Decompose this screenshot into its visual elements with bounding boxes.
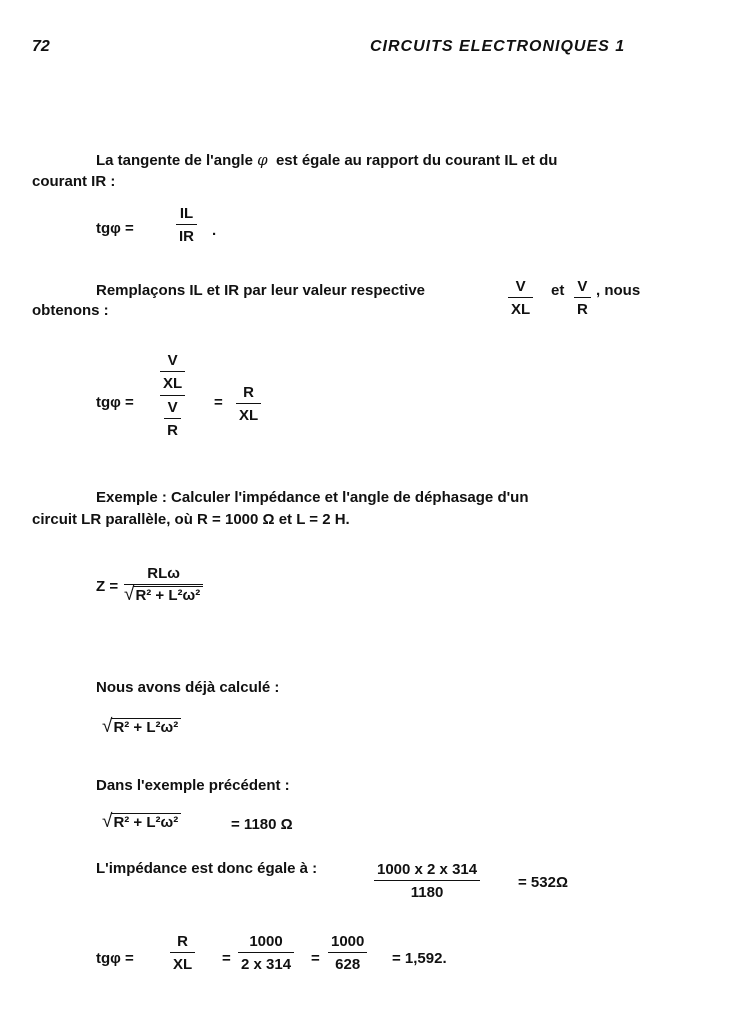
eq2-rhs-denominator: XL <box>239 407 259 424</box>
final-f3-denominator: 628 <box>335 956 361 973</box>
eq2-equals: = <box>214 394 223 411</box>
calc2-sqrt <box>102 812 181 831</box>
eq2-top-denominator: XL <box>163 375 183 392</box>
final-f2-numerator: 1000 <box>249 933 283 950</box>
impedance-result: = 532Ω <box>518 874 568 891</box>
eq3-numerator: RLω <box>147 565 180 582</box>
final-lhs: tgφ = <box>96 950 134 967</box>
eq1-denominator: IR <box>179 228 194 245</box>
eq3-radicand: R² + L²ω² <box>133 586 203 604</box>
final-fraction-2 <box>238 933 294 973</box>
para2-f1-numerator: V <box>515 278 526 295</box>
eq1-numerator: IL <box>179 205 194 222</box>
para1-line1 <box>96 151 557 169</box>
impedance-fraction <box>374 861 480 901</box>
example-line2: circuit LR parallèle, où R = 1000 Ω et L = 2 H. <box>32 511 350 528</box>
para1-text-a: La tangente de l'angle <box>96 152 253 169</box>
main-fraction-bar <box>160 395 185 396</box>
sqrt-sign: √ <box>102 716 113 737</box>
para1-line2: courant IR : <box>32 173 116 190</box>
para2-line2: obtenons : <box>32 302 109 319</box>
para2-fraction-v-xl <box>508 278 533 318</box>
calc2-text: Dans l'exemple précédent : <box>96 777 290 794</box>
eq2-compound-fraction <box>160 352 185 439</box>
calc2-result: = 1180 Ω <box>231 816 293 833</box>
sqrt-sign: √ <box>124 584 135 605</box>
para1-text-b: est égale au rapport du courant IL et du <box>275 152 558 169</box>
eq1-period: . <box>212 222 217 239</box>
final-equals-2: = <box>311 950 320 967</box>
para2-text-b: , nous <box>596 282 641 299</box>
final-f1-numerator: R <box>177 933 188 950</box>
eq1-lhs: tgφ = <box>96 220 134 237</box>
running-title: CIRCUITS ELECTRONIQUES 1 <box>370 38 626 55</box>
para2-f2-denominator: R <box>577 301 588 318</box>
eq3-fraction <box>124 565 203 604</box>
example-line1: Exemple : Calculer l'impédance et l'angle de déphasage d'un <box>96 489 529 506</box>
para2-fraction-v-r <box>574 278 591 318</box>
para2-text-a: Remplaçons IL et IR par leur valeur respective <box>96 282 426 299</box>
impedance-numerator: 1000 x 2 x 314 <box>377 861 478 878</box>
eq2-bottom-fraction <box>164 399 181 439</box>
eq1-fraction <box>176 205 197 245</box>
para2-f1-denominator: XL <box>511 301 531 318</box>
phi-symbol: φ <box>257 151 268 169</box>
eq2-rhs-fraction <box>236 384 261 424</box>
final-equals-1: = <box>222 950 231 967</box>
eq2-lhs: tgφ = <box>96 394 134 411</box>
calc1-text: Nous avons déjà calculé : <box>96 679 280 696</box>
eq2-bottom-denominator: R <box>167 422 178 439</box>
final-f3-numerator: 1000 <box>331 933 365 950</box>
final-result: = 1,592. <box>392 950 447 967</box>
eq2-rhs-numerator: R <box>243 384 254 401</box>
impedance-denominator: 1180 <box>410 884 444 901</box>
eq2-top-fraction <box>160 352 185 392</box>
eq2-bottom-numerator: V <box>167 399 178 416</box>
calc1-radicand: R² + L²ω² <box>111 718 181 736</box>
calc2-radicand: R² + L²ω² <box>111 813 181 831</box>
final-f2-denominator: 2 x 314 <box>241 956 292 973</box>
eq2-top-numerator: V <box>167 352 178 369</box>
para2-and: et <box>551 282 565 299</box>
final-fraction-1 <box>170 933 195 973</box>
sqrt-sign: √ <box>102 811 113 832</box>
eq3-sqrt <box>124 585 203 604</box>
para2-f2-numerator: V <box>577 278 588 295</box>
impedance-text: L'impédance est donc égale à : <box>96 860 318 877</box>
page-number: 72 <box>32 38 50 55</box>
final-f1-denominator: XL <box>173 956 193 973</box>
calc1-sqrt <box>102 717 181 736</box>
eq3-lhs: Z = <box>96 578 119 595</box>
final-fraction-3 <box>328 933 367 973</box>
